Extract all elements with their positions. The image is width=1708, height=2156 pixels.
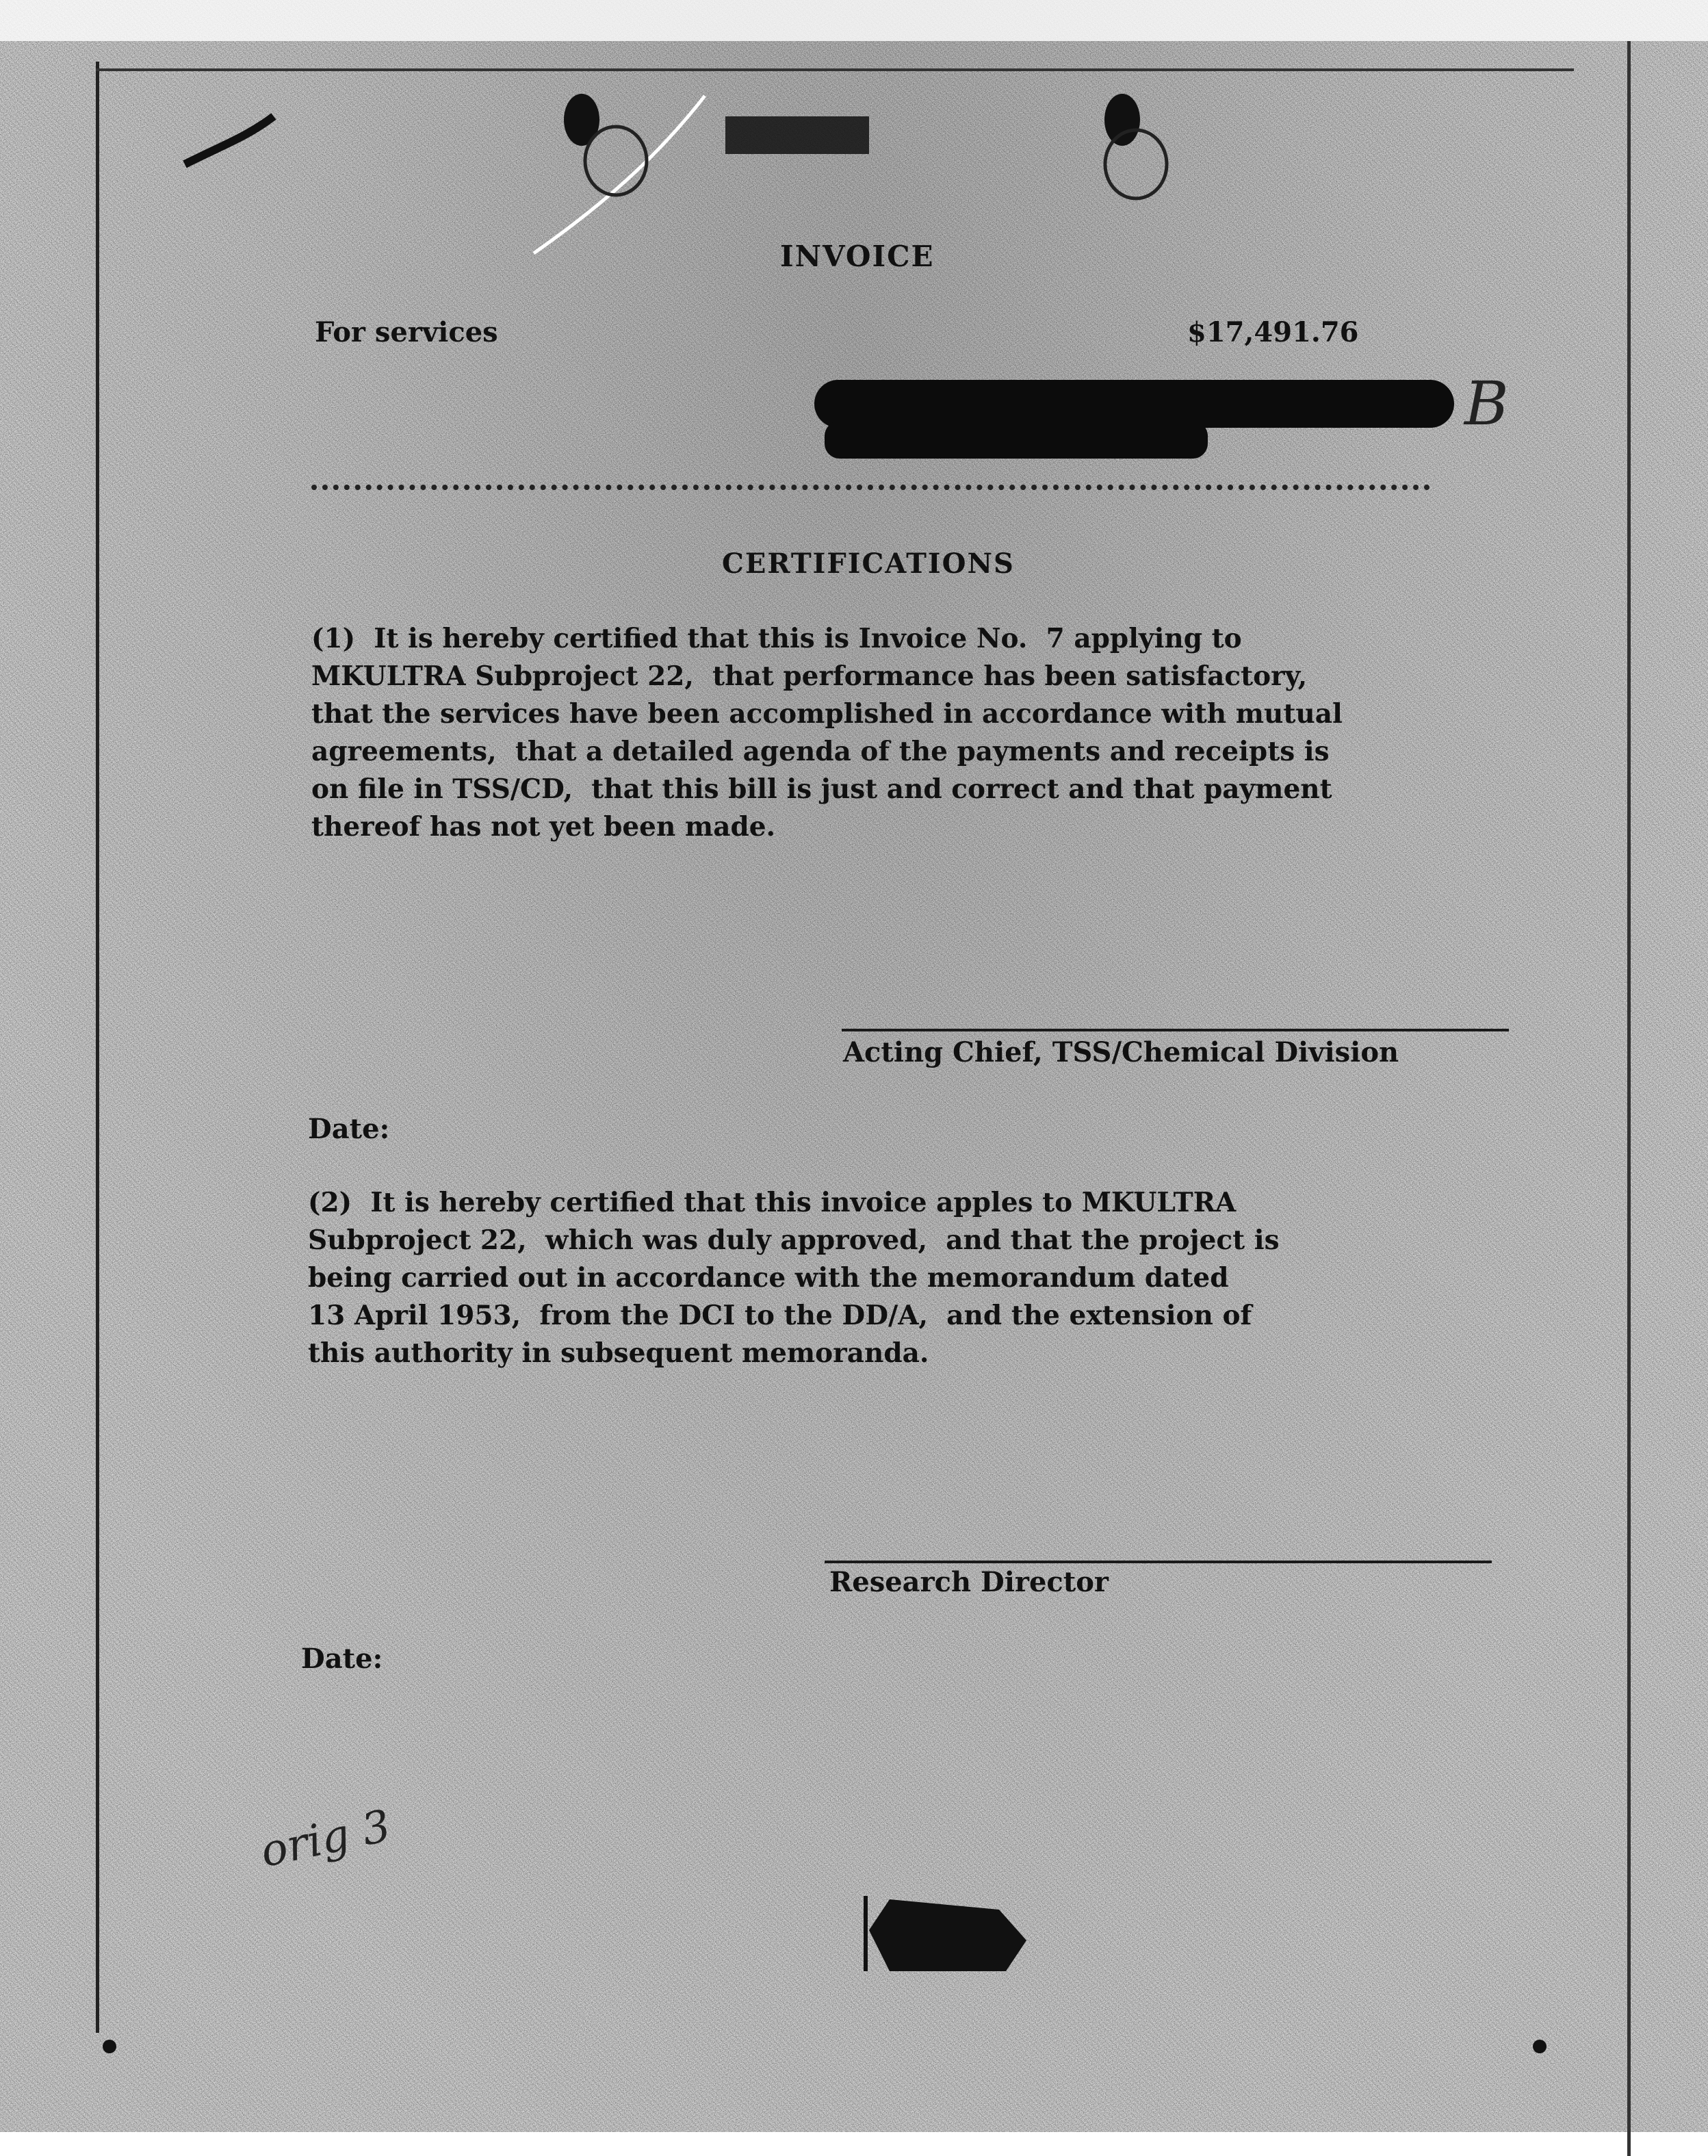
handwritten-note: orig 3 — [256, 1800, 396, 1878]
date-label-2: Date: — [301, 1643, 383, 1675]
signature-label-2: Research Director — [829, 1566, 1109, 1598]
services-amount: $17,491.76 — [1187, 316, 1359, 348]
certification-2-text: (2) It is hereby certified that this invoice apples to MKULTRA Subproject 22, which was duly approved, and that the project is being carried out in accordance with the memorandum dated 13 April 1953, from the DCI to the DD/A, and the extension of this authority in subsequent memoranda. — [308, 1187, 1280, 1369]
invoice-title: INVOICE — [780, 240, 935, 273]
signature-label-1: Acting Chief, TSS/Chemical Division — [843, 1036, 1399, 1068]
handwritten-letter: B — [1464, 368, 1509, 439]
certification-1-text: (1) It is hereby certified that this is Invoice No. 7 applying to MKULTRA Subproject 22, that performance has been satisfactory, that the services have been accomplished in accordance with mutual agreements, that a detailed agenda of the payments and receipts is on file in TSS/CD, that this bill is just and correct and that payment thereof has not yet been made. — [311, 623, 1343, 843]
services-label: For services — [315, 316, 498, 348]
certifications-heading: CERTIFICATIONS — [722, 548, 1015, 580]
date-label-1: Date: — [308, 1113, 390, 1145]
